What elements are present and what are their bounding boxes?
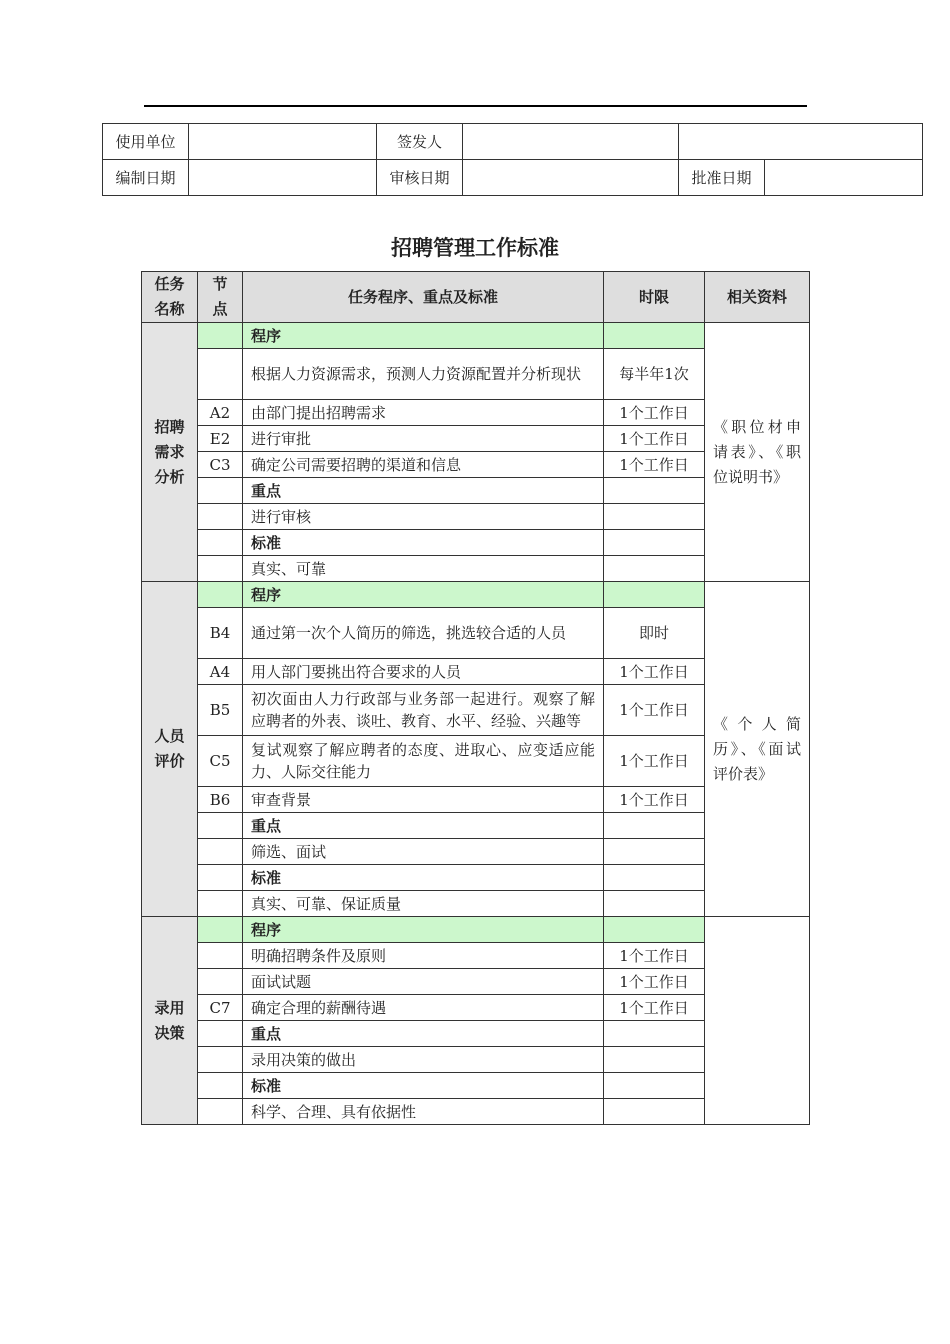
node-cell bbox=[198, 865, 243, 891]
time-limit-cell: 1个工作日 bbox=[604, 736, 705, 787]
task-name: 人员评价 bbox=[154, 727, 185, 770]
document-title: 招聘管理工作标准 bbox=[391, 235, 559, 260]
time-limit-cell: 1个工作日 bbox=[604, 787, 705, 813]
node-cell bbox=[198, 530, 243, 556]
time-limit-cell bbox=[604, 478, 705, 504]
procedure-label: 程序 bbox=[243, 917, 604, 943]
related-docs-cell bbox=[705, 917, 810, 1125]
node-cell bbox=[198, 1047, 243, 1073]
task-step-text: 进行审批 bbox=[243, 426, 604, 452]
time-limit-cell bbox=[604, 530, 705, 556]
task-step-text: 筛选、面试 bbox=[243, 839, 604, 865]
time-limit-cell bbox=[604, 813, 705, 839]
time-limit-cell bbox=[604, 891, 705, 917]
node-cell bbox=[198, 504, 243, 530]
compile-date-value[interactable] bbox=[189, 160, 377, 196]
node-cell bbox=[198, 582, 243, 608]
time-limit-cell bbox=[604, 1047, 705, 1073]
task-name: 招聘需求分析 bbox=[154, 417, 185, 486]
header-node-text: 节点 bbox=[212, 275, 228, 318]
use-unit-label: 使用单位 bbox=[103, 124, 189, 160]
node-cell bbox=[198, 839, 243, 865]
issuer-label: 签发人 bbox=[377, 124, 463, 160]
node-cell bbox=[198, 349, 243, 400]
task-step-text: 面试试题 bbox=[243, 969, 604, 995]
related-docs-cell: 《职位材申请表》、《职位说明书》 bbox=[705, 323, 810, 582]
section-label: 标准 bbox=[243, 865, 604, 891]
time-limit-cell bbox=[604, 556, 705, 582]
recruitment-standard-table bbox=[141, 271, 810, 1125]
task-name-cell bbox=[142, 917, 198, 1125]
time-limit-cell bbox=[604, 839, 705, 865]
header-node bbox=[198, 272, 243, 323]
node-cell bbox=[198, 1021, 243, 1047]
task-step-text: 根据人力资源需求，预测人力资源配置并分析现状 bbox=[243, 349, 604, 400]
procedure-label: 程序 bbox=[243, 582, 604, 608]
node-cell bbox=[198, 556, 243, 582]
node-cell: E2 bbox=[198, 426, 243, 452]
task-step-text: 用人部门要挑出符合要求的人员 bbox=[243, 659, 604, 685]
time-limit-cell bbox=[604, 323, 705, 349]
node-cell: B5 bbox=[198, 685, 243, 736]
node-cell bbox=[198, 813, 243, 839]
node-cell: B4 bbox=[198, 608, 243, 659]
time-limit-cell bbox=[604, 1073, 705, 1099]
task-step-text: 确定公司需要招聘的渠道和信息 bbox=[243, 452, 604, 478]
review-date-value[interactable] bbox=[463, 160, 679, 196]
issuer-value[interactable] bbox=[463, 124, 679, 160]
info-row-1 bbox=[103, 124, 923, 160]
time-limit-cell: 1个工作日 bbox=[604, 659, 705, 685]
document-info-table bbox=[102, 123, 923, 196]
approve-date-label: 批准日期 bbox=[679, 160, 765, 196]
related-docs-cell: 《个人简历》、《面试评价表》 bbox=[705, 582, 810, 917]
table-header-row bbox=[142, 272, 810, 323]
time-limit-cell: 1个工作日 bbox=[604, 685, 705, 736]
header-rule bbox=[144, 105, 807, 107]
use-unit-value[interactable] bbox=[189, 124, 377, 160]
node-cell bbox=[198, 478, 243, 504]
section-label: 重点 bbox=[243, 813, 604, 839]
table-row bbox=[142, 323, 810, 349]
review-date-label: 审核日期 bbox=[377, 160, 463, 196]
header-task-text: 任务名称 bbox=[154, 275, 185, 318]
time-limit-cell: 1个工作日 bbox=[604, 452, 705, 478]
task-step-text: 真实、可靠 bbox=[243, 556, 604, 582]
task-step-text: 真实、可靠、保证质量 bbox=[243, 891, 604, 917]
task-step-text: 录用决策的做出 bbox=[243, 1047, 604, 1073]
procedure-label: 程序 bbox=[243, 323, 604, 349]
node-cell: C7 bbox=[198, 995, 243, 1021]
time-limit-cell bbox=[604, 1099, 705, 1125]
info-blank-cell bbox=[679, 124, 923, 160]
table-row bbox=[142, 582, 810, 608]
node-cell bbox=[198, 323, 243, 349]
node-cell: A2 bbox=[198, 400, 243, 426]
time-limit-cell bbox=[604, 1021, 705, 1047]
section-label: 标准 bbox=[243, 1073, 604, 1099]
compile-date-label: 编制日期 bbox=[103, 160, 189, 196]
task-step-text: 确定合理的薪酬待遇 bbox=[243, 995, 604, 1021]
table-row bbox=[142, 917, 810, 943]
node-cell bbox=[198, 1073, 243, 1099]
time-limit-cell: 即时 bbox=[604, 608, 705, 659]
section-label: 标准 bbox=[243, 530, 604, 556]
node-cell bbox=[198, 1099, 243, 1125]
node-cell bbox=[198, 943, 243, 969]
node-cell bbox=[198, 917, 243, 943]
time-limit-cell: 1个工作日 bbox=[604, 969, 705, 995]
header-limit: 时限 bbox=[604, 272, 705, 323]
node-cell: B6 bbox=[198, 787, 243, 813]
task-step-text: 明确招聘条件及原则 bbox=[243, 943, 604, 969]
info-row-2 bbox=[103, 160, 923, 196]
node-cell: C5 bbox=[198, 736, 243, 787]
time-limit-cell: 1个工作日 bbox=[604, 400, 705, 426]
task-step-text: 通过第一次个人简历的筛选，挑选较合适的人员 bbox=[243, 608, 604, 659]
task-step-text: 由部门提出招聘需求 bbox=[243, 400, 604, 426]
time-limit-cell bbox=[604, 582, 705, 608]
header-task bbox=[142, 272, 198, 323]
time-limit-cell bbox=[604, 865, 705, 891]
header-content: 任务程序、重点及标准 bbox=[243, 272, 604, 323]
time-limit-cell: 1个工作日 bbox=[604, 426, 705, 452]
header-ref: 相关资料 bbox=[705, 272, 810, 323]
section-label: 重点 bbox=[243, 1021, 604, 1047]
task-step-text: 复试观察了解应聘者的态度、进取心、应变适应能力、人际交往能力 bbox=[243, 736, 604, 787]
node-cell bbox=[198, 891, 243, 917]
task-name: 录用决策 bbox=[154, 998, 185, 1042]
time-limit-cell: 每半年1次 bbox=[604, 349, 705, 400]
task-name-cell bbox=[142, 323, 198, 582]
time-limit-cell: 1个工作日 bbox=[604, 943, 705, 969]
approve-date-value[interactable] bbox=[765, 160, 923, 196]
task-step-text: 初次面由人力行政部与业务部一起进行。观察了解应聘者的外表、谈吐、教育、水平、经验、兴趣等 bbox=[243, 685, 604, 736]
task-step-text: 科学、合理、具有依据性 bbox=[243, 1099, 604, 1125]
node-cell: C3 bbox=[198, 452, 243, 478]
task-step-text: 审查背景 bbox=[243, 787, 604, 813]
section-label: 重点 bbox=[243, 478, 604, 504]
node-cell: A4 bbox=[198, 659, 243, 685]
node-cell bbox=[198, 969, 243, 995]
task-step-text: 进行审核 bbox=[243, 504, 604, 530]
time-limit-cell: 1个工作日 bbox=[604, 995, 705, 1021]
time-limit-cell bbox=[604, 917, 705, 943]
time-limit-cell bbox=[604, 504, 705, 530]
task-name-cell bbox=[142, 582, 198, 917]
